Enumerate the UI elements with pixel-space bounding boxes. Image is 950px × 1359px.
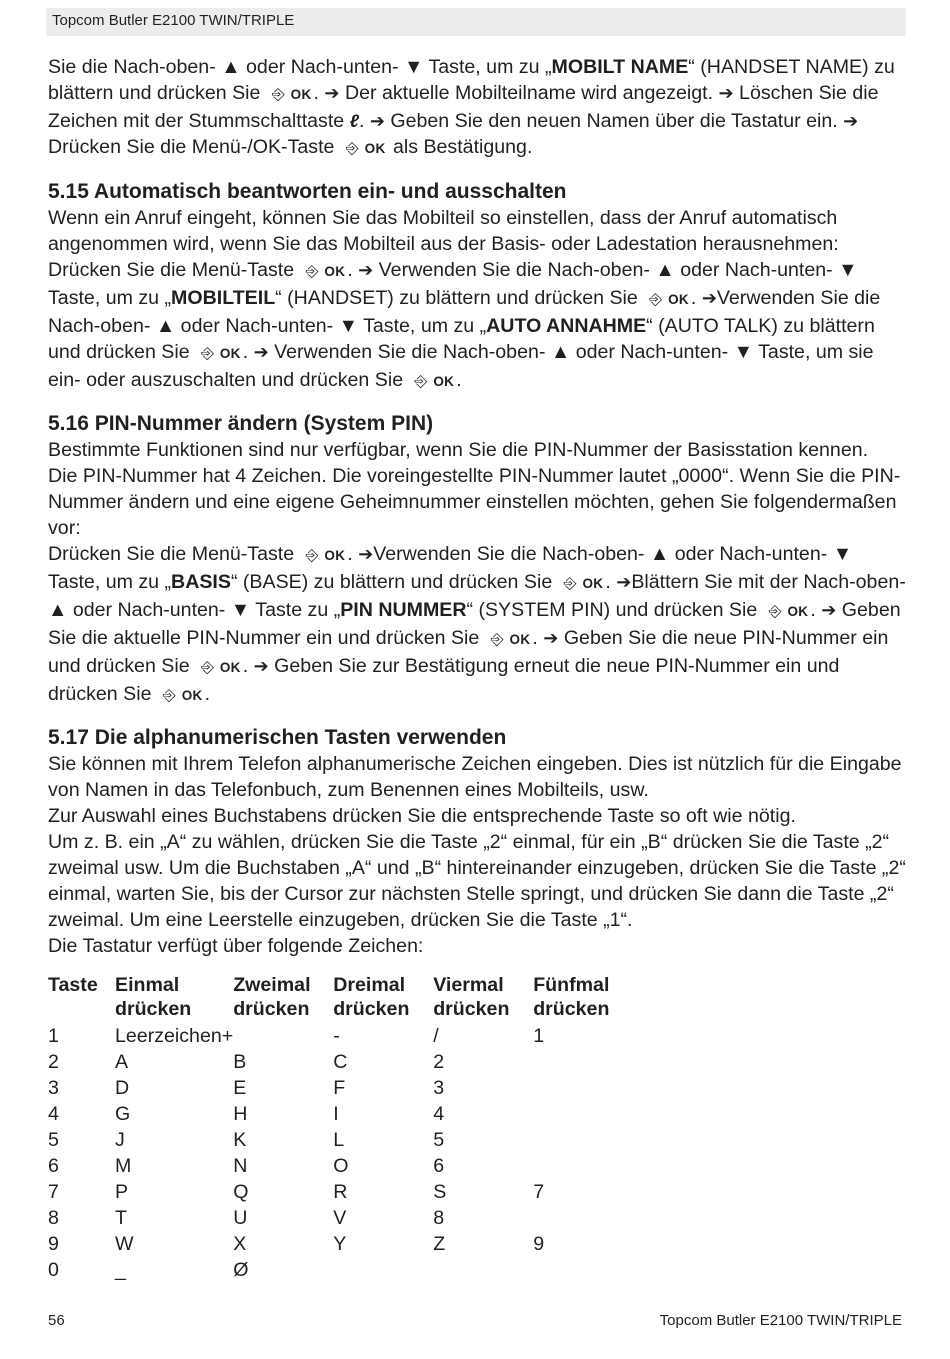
menu-ok-key: ⎆ OK (490, 631, 531, 648)
arrow-icon: ➔ (616, 572, 632, 592)
up-arrow-icon: ▲ (221, 56, 241, 78)
menu-ok-key: ⎆ OK (201, 659, 241, 676)
menu-ok-key: ⎆ OK (649, 291, 689, 308)
menu-key-icon: ⎆ (201, 345, 214, 362)
up-arrow-icon: ▲ (649, 543, 670, 565)
down-arrow-icon: ▼ (832, 543, 853, 565)
down-arrow-icon: ▼ (403, 56, 424, 78)
menu-ok-key: ⎆ OK (305, 547, 346, 564)
table-row: 4 G H I 4 (48, 1103, 445, 1125)
menu-key-icon: ⎆ (345, 140, 359, 157)
section-heading-5-17: 5.17 Die alphanumerischen Tasten verwenden (48, 726, 507, 749)
page-header (46, 8, 906, 36)
arrow-icon: ➔ (701, 288, 717, 308)
menu-ok-key: ⎆ OK (162, 687, 203, 704)
up-arrow-icon: ▲ (550, 341, 571, 363)
table-row: 0 _ Ø (48, 1259, 249, 1281)
table-row: 6 M N O 6 (48, 1155, 445, 1177)
column-header: Fünfmal drücken (533, 974, 610, 1020)
table-row: 8 T U V 8 (48, 1207, 445, 1229)
menu-ok-key: ⎆ OK (414, 373, 455, 390)
section-5-17-paragraph-4: Die Tastatur verfügt über folgende Zeichen: (48, 935, 424, 957)
table-row: 9 W X Y Z 9 (48, 1233, 545, 1255)
menu-key-icon: ⎆ (490, 631, 504, 648)
menu-ok-key: ⎆ OK (768, 603, 809, 620)
menu-key-icon: ⎆ (563, 575, 577, 592)
arrow-icon: ➔ (718, 83, 734, 103)
up-arrow-icon: ▲ (155, 315, 176, 337)
down-arrow-icon: ▼ (838, 259, 858, 281)
menu-ok-key: ⎆ OK (305, 263, 346, 280)
section-5-17-paragraph-3: Um z. B. ein „A“ zu wählen, drücken Sie die Taste „2“ einmal, für ein „B“ drücken Sie die Taste „2“ zweimal usw. Um die Buchstaben „A“ und „B“ hintereinander einzugeben, drücken Sie die Taste „2“ einmal, warten Sie, bis der Cursor zur nächsten Stelle springt, und drücken Sie dann die Taste „2“ zweimal. Um eine Leerstelle einzugeben, drücken Sie die Taste „1“. (48, 831, 906, 931)
menu-ok-key: ⎆ OK (563, 575, 604, 592)
menu-key-icon: ⎆ (162, 687, 176, 704)
intro-paragraph: Sie die Nach-oben- ▲ oder Nach-unten- ▼ Taste, um zu „MOBILT NAME“ (HANDSET NAME) zu blättern und drücken Sie ⎆ OK . ➔ Der aktuelle Mobilteilname wird angezeigt. ➔ Löschen Sie die Zeichen mit der Stummschalttaste ℓ. ➔ Geben Sie den neuen Namen über die Tastatur ein. ➔ Drücken Sie die Menü-/OK-Taste ⎆ OK als Bestätigung. (48, 54, 908, 162)
arrow-icon: ➔ (253, 656, 269, 676)
menu-ok-key: ⎆ OK (271, 86, 312, 103)
keypad-character-table (48, 973, 633, 1283)
menu-ok-key: ⎆ OK (201, 345, 241, 362)
menu-key-icon: ⎆ (201, 659, 214, 676)
table-row: 1 Leerzeichen+ - / 1 (48, 1025, 545, 1047)
arrow-icon: ➔ (843, 111, 859, 131)
section-5-17-paragraph-1: Sie können mit Ihrem Telefon alphanumerische Zeichen eingeben. Dies ist nützlich für die Eingabe von Namen in das Telefonbuch, zum Benennen eines Mobilteils, usw. (48, 753, 902, 801)
arrow-icon: ➔ (253, 342, 269, 362)
arrow-icon: ➔ (358, 544, 374, 564)
section-5-17-paragraph-2: Zur Auswahl eines Buchstabens drücken Sie die entsprechende Taste so oft wie nötig. (48, 805, 796, 827)
arrow-icon: ➔ (358, 260, 374, 280)
column-header: Zweimal drücken (233, 974, 311, 1020)
arrow-icon: ➔ (324, 83, 340, 103)
down-arrow-icon: ▼ (338, 315, 359, 337)
column-header: Viermal drücken (433, 974, 510, 1020)
up-arrow-icon: ▲ (655, 259, 675, 281)
menu-key-icon: ⎆ (271, 86, 285, 103)
mute-key-icon: ℓ (349, 111, 359, 131)
section-5-16-paragraph-2: Die PIN-Nummer hat 4 Zeichen. Die voreingestellte PIN-Nummer lautet „0000“. Wenn Sie die PIN-Nummer ändern und eine eigene Geheimnummer einstellen möchten, gehen Sie folgendermaßen vor: (48, 465, 901, 539)
down-arrow-icon: ▼ (230, 599, 251, 621)
column-header: Taste (48, 974, 98, 996)
table-row: 5 J K L 5 (48, 1129, 445, 1151)
section-5-15-paragraph: Wenn ein Anruf eingeht, können Sie das Mobilteil so einstellen, dass der Anruf automatisch angenommen wird, wenn Sie das Mobilteil aus der Basis- oder Ladestation herausnehmen: Drücken Sie die Menü-Taste ⎆ OK . ➔ Verwenden Sie die Nach-oben- ▲ oder Nach-unten- ▼ Taste, um zu „MOBILTEIL“ (HANDSET) zu blättern und drücken Sie ⎆ OK . ➔Verwenden Sie die Nach-oben- ▲ oder Nach-unten- ▼ Taste, um zu „AUTO ANNAHME“ (AUTO TALK) zu blättern und drücken Sie ⎆ OK . ➔ Verwenden Sie die Nach-oben- ▲ oder Nach-unten- ▼ Taste, um sie ein- oder auszuschalten und drücken Sie ⎆ OK . (48, 205, 908, 395)
page-number: 56 (48, 1312, 65, 1329)
menu-key-icon: ⎆ (414, 373, 428, 390)
menu-key-icon: ⎆ (305, 263, 319, 280)
header-title: Topcom Butler E2100 TWIN/TRIPLE (52, 12, 295, 29)
menu-key-icon: ⎆ (649, 291, 663, 308)
menu-key-icon: ⎆ (768, 603, 782, 620)
menu-ok-key: ⎆ OK (345, 140, 386, 157)
table-row: 7 P Q R S 7 (48, 1181, 545, 1203)
table-header-row (48, 973, 633, 1023)
arrow-icon: ➔ (369, 111, 385, 131)
column-header: Dreimal drücken (333, 974, 410, 1020)
section-heading-5-16: 5.16 PIN-Nummer ändern (System PIN) (48, 412, 434, 435)
table-row: 3 D E F 3 (48, 1077, 445, 1099)
footer-title: Topcom Butler E2100 TWIN/TRIPLE (659, 1312, 902, 1329)
column-header: Einmal drücken (115, 974, 192, 1020)
down-arrow-icon: ▼ (733, 341, 754, 363)
section-5-16-paragraph-1: Bestimmte Funktionen sind nur verfügbar, wenn Sie die PIN-Nummer der Basisstation kennen. (48, 439, 869, 461)
arrow-icon: ➔ (821, 600, 837, 620)
arrow-icon: ➔ (543, 628, 559, 648)
section-5-16-paragraph-3: Drücken Sie die Menü-Taste ⎆ OK . ➔Verwenden Sie die Nach-oben- ▲ oder Nach-unten- ▼ Taste, um zu „BASIS“ (BASE) zu blättern und drücken Sie ⎆ OK . ➔Blättern Sie mit der Nach-oben- ▲ oder Nach-unten- ▼ Taste zu „PIN NUMMER“ (SYSTEM PIN) und drücken Sie ⎆ OK . ➔ Geben Sie die aktuelle PIN-Nummer ein und drücken Sie ⎆ OK . ➔ Geben Sie die neue PIN-Nummer ein und drücken Sie ⎆ OK . ➔ Geben Sie zur Bestätigung erneut die neue PIN-Nummer ein und drücken Sie ⎆ OK . (48, 541, 908, 709)
section-heading-5-15: 5.15 Automatisch beantworten ein- und ausschalten (48, 180, 567, 203)
table-row: 2 A B C 2 (48, 1051, 445, 1073)
up-arrow-icon: ▲ (48, 599, 68, 621)
page-content (48, 54, 908, 1283)
menu-key-icon: ⎆ (305, 547, 319, 564)
